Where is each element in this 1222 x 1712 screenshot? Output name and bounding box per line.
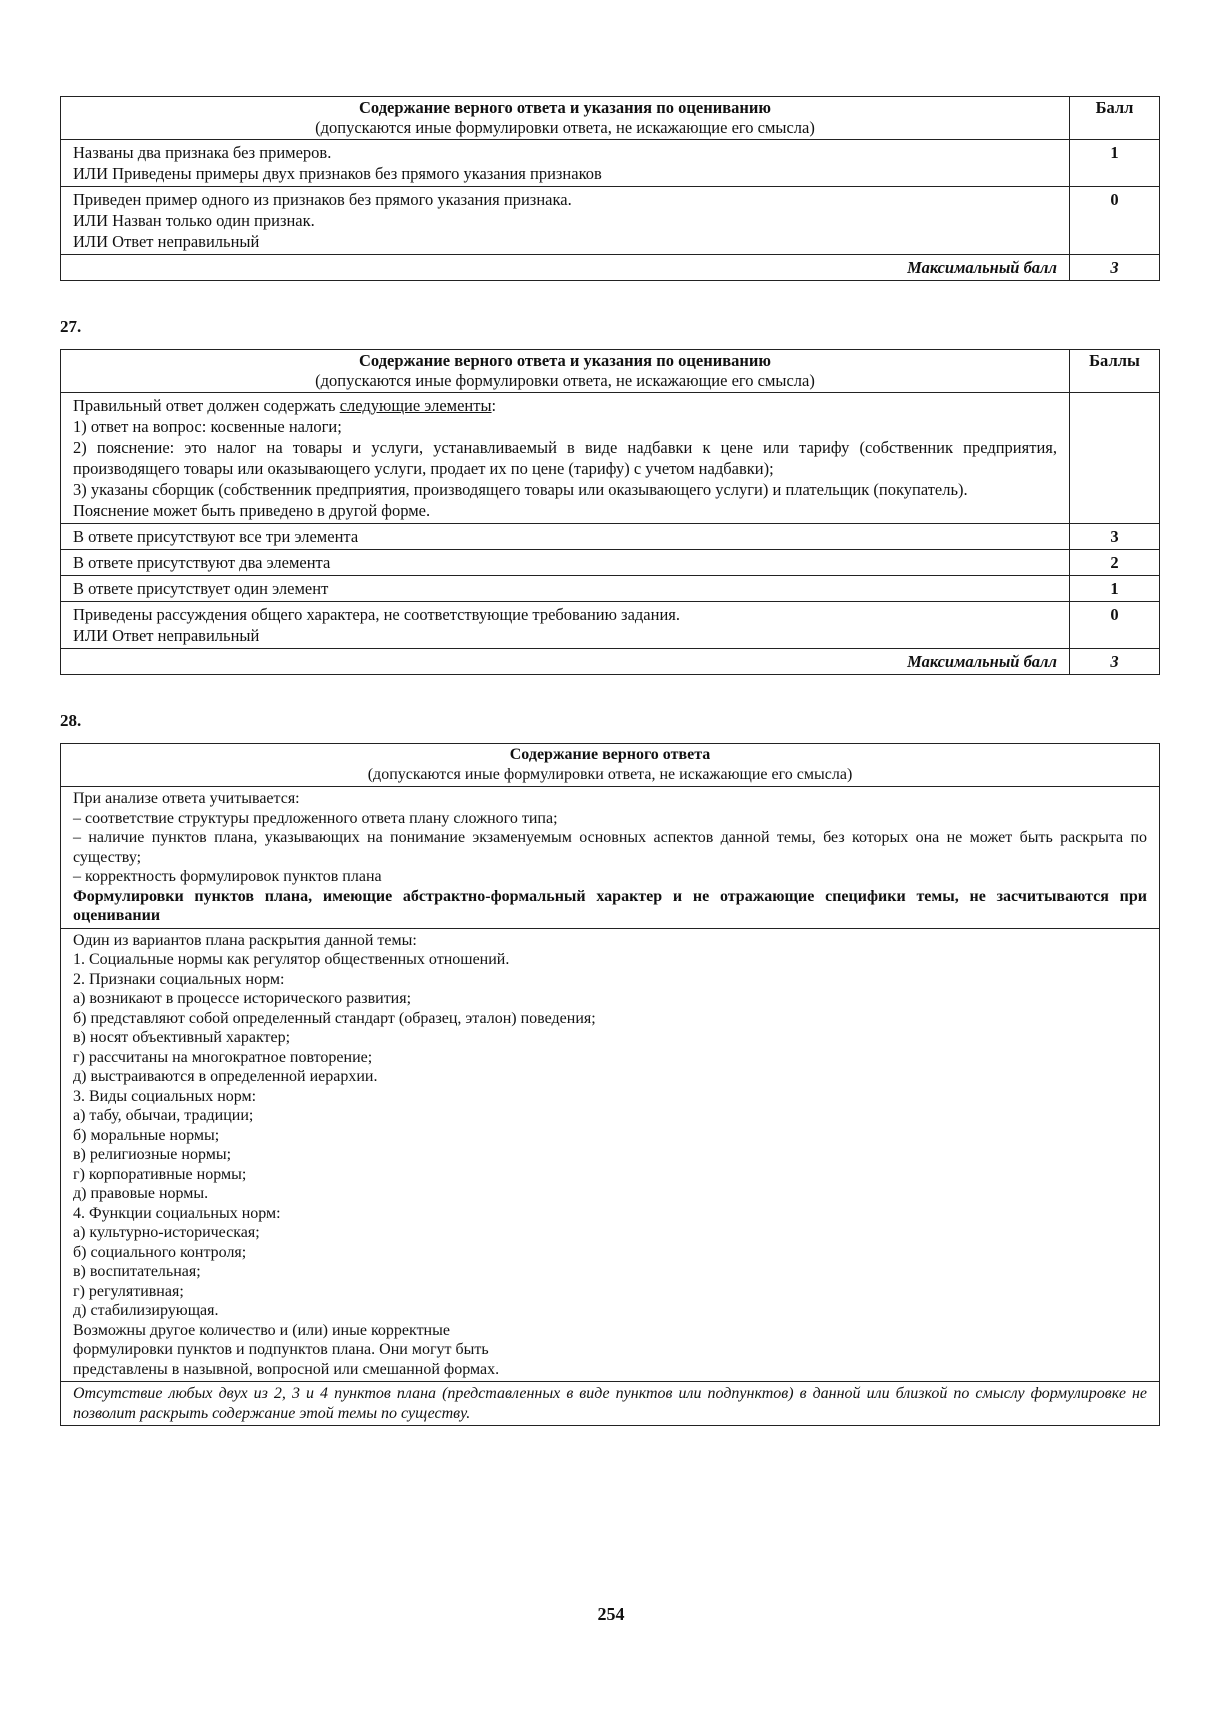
text-line: следующие элементы bbox=[339, 396, 492, 415]
table-cell bbox=[61, 393, 1070, 524]
criteria-row bbox=[61, 787, 1160, 929]
text-line: : bbox=[491, 396, 497, 415]
text-line: 2. Признаки социальных норм: bbox=[73, 970, 285, 988]
text-line: Содержание верного ответа bbox=[509, 746, 711, 763]
table-row bbox=[61, 187, 1160, 255]
max-score-value: 3 bbox=[1070, 649, 1160, 675]
table-header bbox=[61, 744, 1160, 787]
text-line: д) выстраиваются в определенной иерархии. bbox=[73, 1068, 378, 1085]
text-line: Содержание верного ответа и указания по оцениванию bbox=[359, 98, 771, 117]
text-line: Приведены рассуждения общего характера, не соответствующие требованию задания. bbox=[73, 605, 680, 624]
text-line: ИЛИ Ответ неправильный bbox=[73, 626, 260, 645]
text-line: ИЛИ Назван только один признак. bbox=[73, 211, 315, 230]
table-cell bbox=[61, 928, 1160, 1382]
text-line: (допускаются иные формулировки ответа, не искажающие его смысла) bbox=[315, 118, 815, 137]
text-line: Содержание верного ответа и указания по оцениванию bbox=[359, 351, 771, 370]
text-line: 3) указаны сборщик (собственник предприятия, производящего товары или оказывающего услуги) и плательщик (покупатель). bbox=[73, 480, 968, 499]
text-line: 4. Функции социальных норм: bbox=[73, 1204, 281, 1222]
page-content bbox=[60, 96, 1160, 1426]
score-cell: 3 bbox=[1070, 524, 1160, 550]
text-line: – корректность формулировок пунктов плана bbox=[73, 868, 382, 885]
answer-elements-row bbox=[61, 393, 1160, 524]
table-cell bbox=[61, 140, 1070, 187]
score-header: Баллы bbox=[1070, 350, 1160, 393]
text-line: г) корпоративные нормы; bbox=[73, 1165, 247, 1183]
note-row bbox=[61, 1382, 1160, 1426]
page-number: 254 bbox=[597, 1604, 625, 1624]
text-line: При анализе ответа учитывается: bbox=[73, 790, 300, 807]
text-line: – соответствие структуры предложенного ответа плану сложного типа; bbox=[73, 809, 558, 827]
max-score-row bbox=[61, 255, 1160, 281]
text-line: Формулировки пунктов плана, имеющие абстрактно-формальный характер и не отражающие специфики темы, не засчитываются при оценивании bbox=[73, 887, 1147, 924]
text-line: В ответе присутствуют два элемента bbox=[73, 553, 331, 572]
max-score-label: Максимальный балл bbox=[61, 255, 1070, 281]
text-line: г) рассчитаны на многократное повторение; bbox=[73, 1048, 373, 1066]
text-line: в) воспитательная; bbox=[73, 1263, 201, 1280]
text-line: в) религиозные нормы; bbox=[73, 1146, 232, 1163]
scoring-table-26 bbox=[60, 96, 1160, 281]
answer-table-28 bbox=[60, 743, 1160, 1426]
table-header bbox=[61, 97, 1070, 140]
scoring-table-27 bbox=[60, 349, 1160, 675]
text-line: б) социального контроля; bbox=[73, 1243, 247, 1261]
table-row bbox=[61, 524, 1160, 550]
note-text: Отсутствие любых двух из 2, 3 и 4 пунктов плана (представленных в виде пунктов или подпунктов) в данной или близкой по смыслу формулировке не позволит раскрыть содержание этой темы по существу. bbox=[61, 1382, 1160, 1426]
table-row bbox=[61, 140, 1160, 187]
score-header: Балл bbox=[1070, 97, 1160, 140]
text-line: (допускаются иные формулировки ответа, не искажающие его смысла) bbox=[367, 766, 853, 783]
text-line: В ответе присутствуют все три элемента bbox=[73, 527, 359, 546]
plan-row bbox=[61, 928, 1160, 1382]
table-cell bbox=[61, 787, 1160, 929]
text-line: б) моральные нормы; bbox=[73, 1126, 220, 1144]
text-line: ИЛИ Приведены примеры двух признаков без прямого указания признаков bbox=[73, 164, 602, 183]
table-cell bbox=[1070, 393, 1160, 524]
text-line: В ответе присутствует один элемент bbox=[73, 579, 329, 598]
text-line: г) регулятивная; bbox=[73, 1282, 184, 1300]
text-line: 3. Виды социальных норм: bbox=[73, 1087, 257, 1105]
text-line: в) носят объективный характер; bbox=[73, 1029, 291, 1046]
score-cell: 0 bbox=[1070, 602, 1160, 649]
table-row bbox=[61, 550, 1160, 576]
text-line: – наличие пунктов плана, указывающих на понимание экзаменуемым основных аспектов данной темы, без которых она не может быть раскрыта по существу; bbox=[73, 829, 1147, 866]
question-number-28: 28. bbox=[60, 711, 82, 730]
text-line: Названы два признака без примеров. bbox=[73, 143, 332, 162]
max-score-label: Максимальный балл bbox=[61, 649, 1070, 675]
text-line: а) культурно-историческая; bbox=[73, 1224, 260, 1241]
text-line: а) возникают в процессе исторического развития; bbox=[73, 990, 412, 1007]
score-cell: 1 bbox=[1070, 576, 1160, 602]
text-line: представлены в назывной, вопросной или смешанной формах. bbox=[73, 1360, 500, 1378]
table-cell bbox=[61, 550, 1070, 576]
table-row bbox=[61, 576, 1160, 602]
score-cell: 0 bbox=[1070, 187, 1160, 255]
text-line: д) правовые нормы. bbox=[73, 1185, 209, 1202]
text-line: Приведен пример одного из признаков без прямого указания признака. bbox=[73, 190, 572, 209]
text-line: ИЛИ Ответ неправильный bbox=[73, 232, 260, 251]
text-line: Пояснение может быть приведено в другой форме. bbox=[73, 501, 431, 520]
text-line: Возможны другое количество и (или) иные корректные bbox=[73, 1321, 450, 1339]
max-score-row bbox=[61, 649, 1160, 675]
text-line: б) представляют собой определенный стандарт (образец, эталон) поведения; bbox=[73, 1009, 596, 1027]
text-line: 2) пояснение: это налог на товары и услуги, устанавливаемый в виде надбавки к цене или тарифу (собственник предприятия, производящего товары или оказывающего услуги, продает их по цене (тарифу) с учетом надбавки); bbox=[73, 438, 1057, 478]
question-number-27: 27. bbox=[60, 317, 82, 336]
text-line: а) табу, обычаи, традиции; bbox=[73, 1107, 254, 1124]
text-line: 1) ответ на вопрос: косвенные налоги; bbox=[73, 417, 342, 436]
text-line: д) стабилизирующая. bbox=[73, 1302, 219, 1319]
text-line: (допускаются иные формулировки ответа, не искажающие его смысла) bbox=[315, 371, 815, 390]
table-cell bbox=[61, 524, 1070, 550]
table-cell bbox=[61, 187, 1070, 255]
text-line: Один из вариантов плана раскрытия данной темы: bbox=[73, 931, 417, 949]
score-cell: 1 bbox=[1070, 140, 1160, 187]
score-cell: 2 bbox=[1070, 550, 1160, 576]
table-row bbox=[61, 602, 1160, 649]
table-cell bbox=[61, 576, 1070, 602]
text-line: 1. Социальные нормы как регулятор общественных отношений. bbox=[73, 951, 510, 968]
text-line: формулировки пунктов и подпунктов плана. Они могут быть bbox=[73, 1341, 489, 1358]
text-line: Правильный ответ должен содержать bbox=[73, 396, 340, 415]
max-score-value: 3 bbox=[1070, 255, 1160, 281]
table-cell bbox=[61, 602, 1070, 649]
table-header bbox=[61, 350, 1070, 393]
text-line bbox=[73, 395, 1057, 416]
